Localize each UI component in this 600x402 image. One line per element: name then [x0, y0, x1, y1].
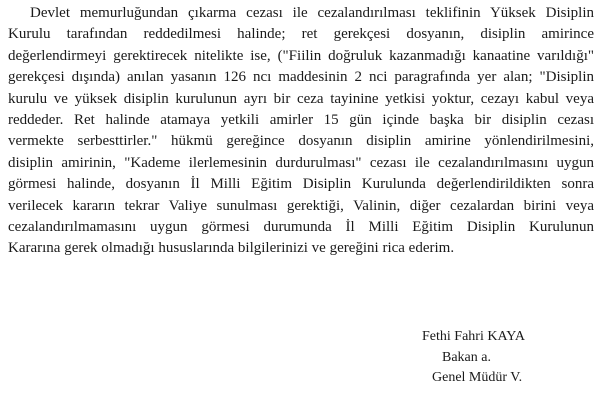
text-line-5: kurulu ve yüksek disiplin kurulunun ayrı bir ceza tayinine yetkisi yoktur, cezayı kabul veya — [8, 90, 594, 107]
signatory-name: Fethi Fahri KAYA — [422, 329, 525, 344]
text-line-1: Devlet memurluğundan çıkarma cezası ile cezalandırılması teklifinin Yüksek Disiplin — [30, 5, 594, 21]
text-line-4: gerekçesi dışında) anılan yasanın 126 ncı maddesinin 2 nci paragrafında yer alan; "Disiplin — [8, 69, 594, 86]
text-line-7: vermekte serbesttirler." hükmü gereğince dosyanın disiplin amirine yönlendirilmesini, — [8, 133, 594, 150]
text-line-9: görmesi halinde, dosyanın İl Milli Eğitim Disiplin Kurulunda değerlendirildikten sonra — [8, 176, 594, 193]
letter-body — [8, 3, 594, 260]
text-line-10: verilecek kararın tekrar Valiye sunulması gerektiği, Valinin, diğer cezalardan birini veya — [8, 197, 594, 214]
signature-block — [370, 327, 580, 389]
text-line-11: cezalandırılmamasını uygun görmesi durumunda İl Milli Eğitim Disiplin Kurulunun — [8, 218, 594, 235]
text-line-3: değerlendirmeyi gerektirecek nitelikte ise, ("Fiilin doğruluk kazanmadığı kanaatine varıldığı" — [8, 47, 594, 64]
text-line-6: reddeder. Ret halinde atamaya yetkili amirler 15 gün içinde başka bir disiplin cezası — [8, 111, 594, 128]
text-line-8: disiplin amirinin, "Kademe ilerlemesinin durdurulması" cezası ile cezalandırılmasını uygun — [8, 154, 594, 171]
text-line-2: Kurulu tarafından reddedilmesi halinde; ret gerekçesi dosyanın, disiplin amirince — [8, 26, 594, 43]
signatory-title-line-2: Genel Müdür V. — [432, 370, 523, 385]
text-line-12: Kararına gerek olmadığı hususlarında bilgilerinizi ve gereğini rica ederim. — [8, 240, 455, 257]
signatory-title-line-1: Bakan a. — [442, 349, 491, 365]
